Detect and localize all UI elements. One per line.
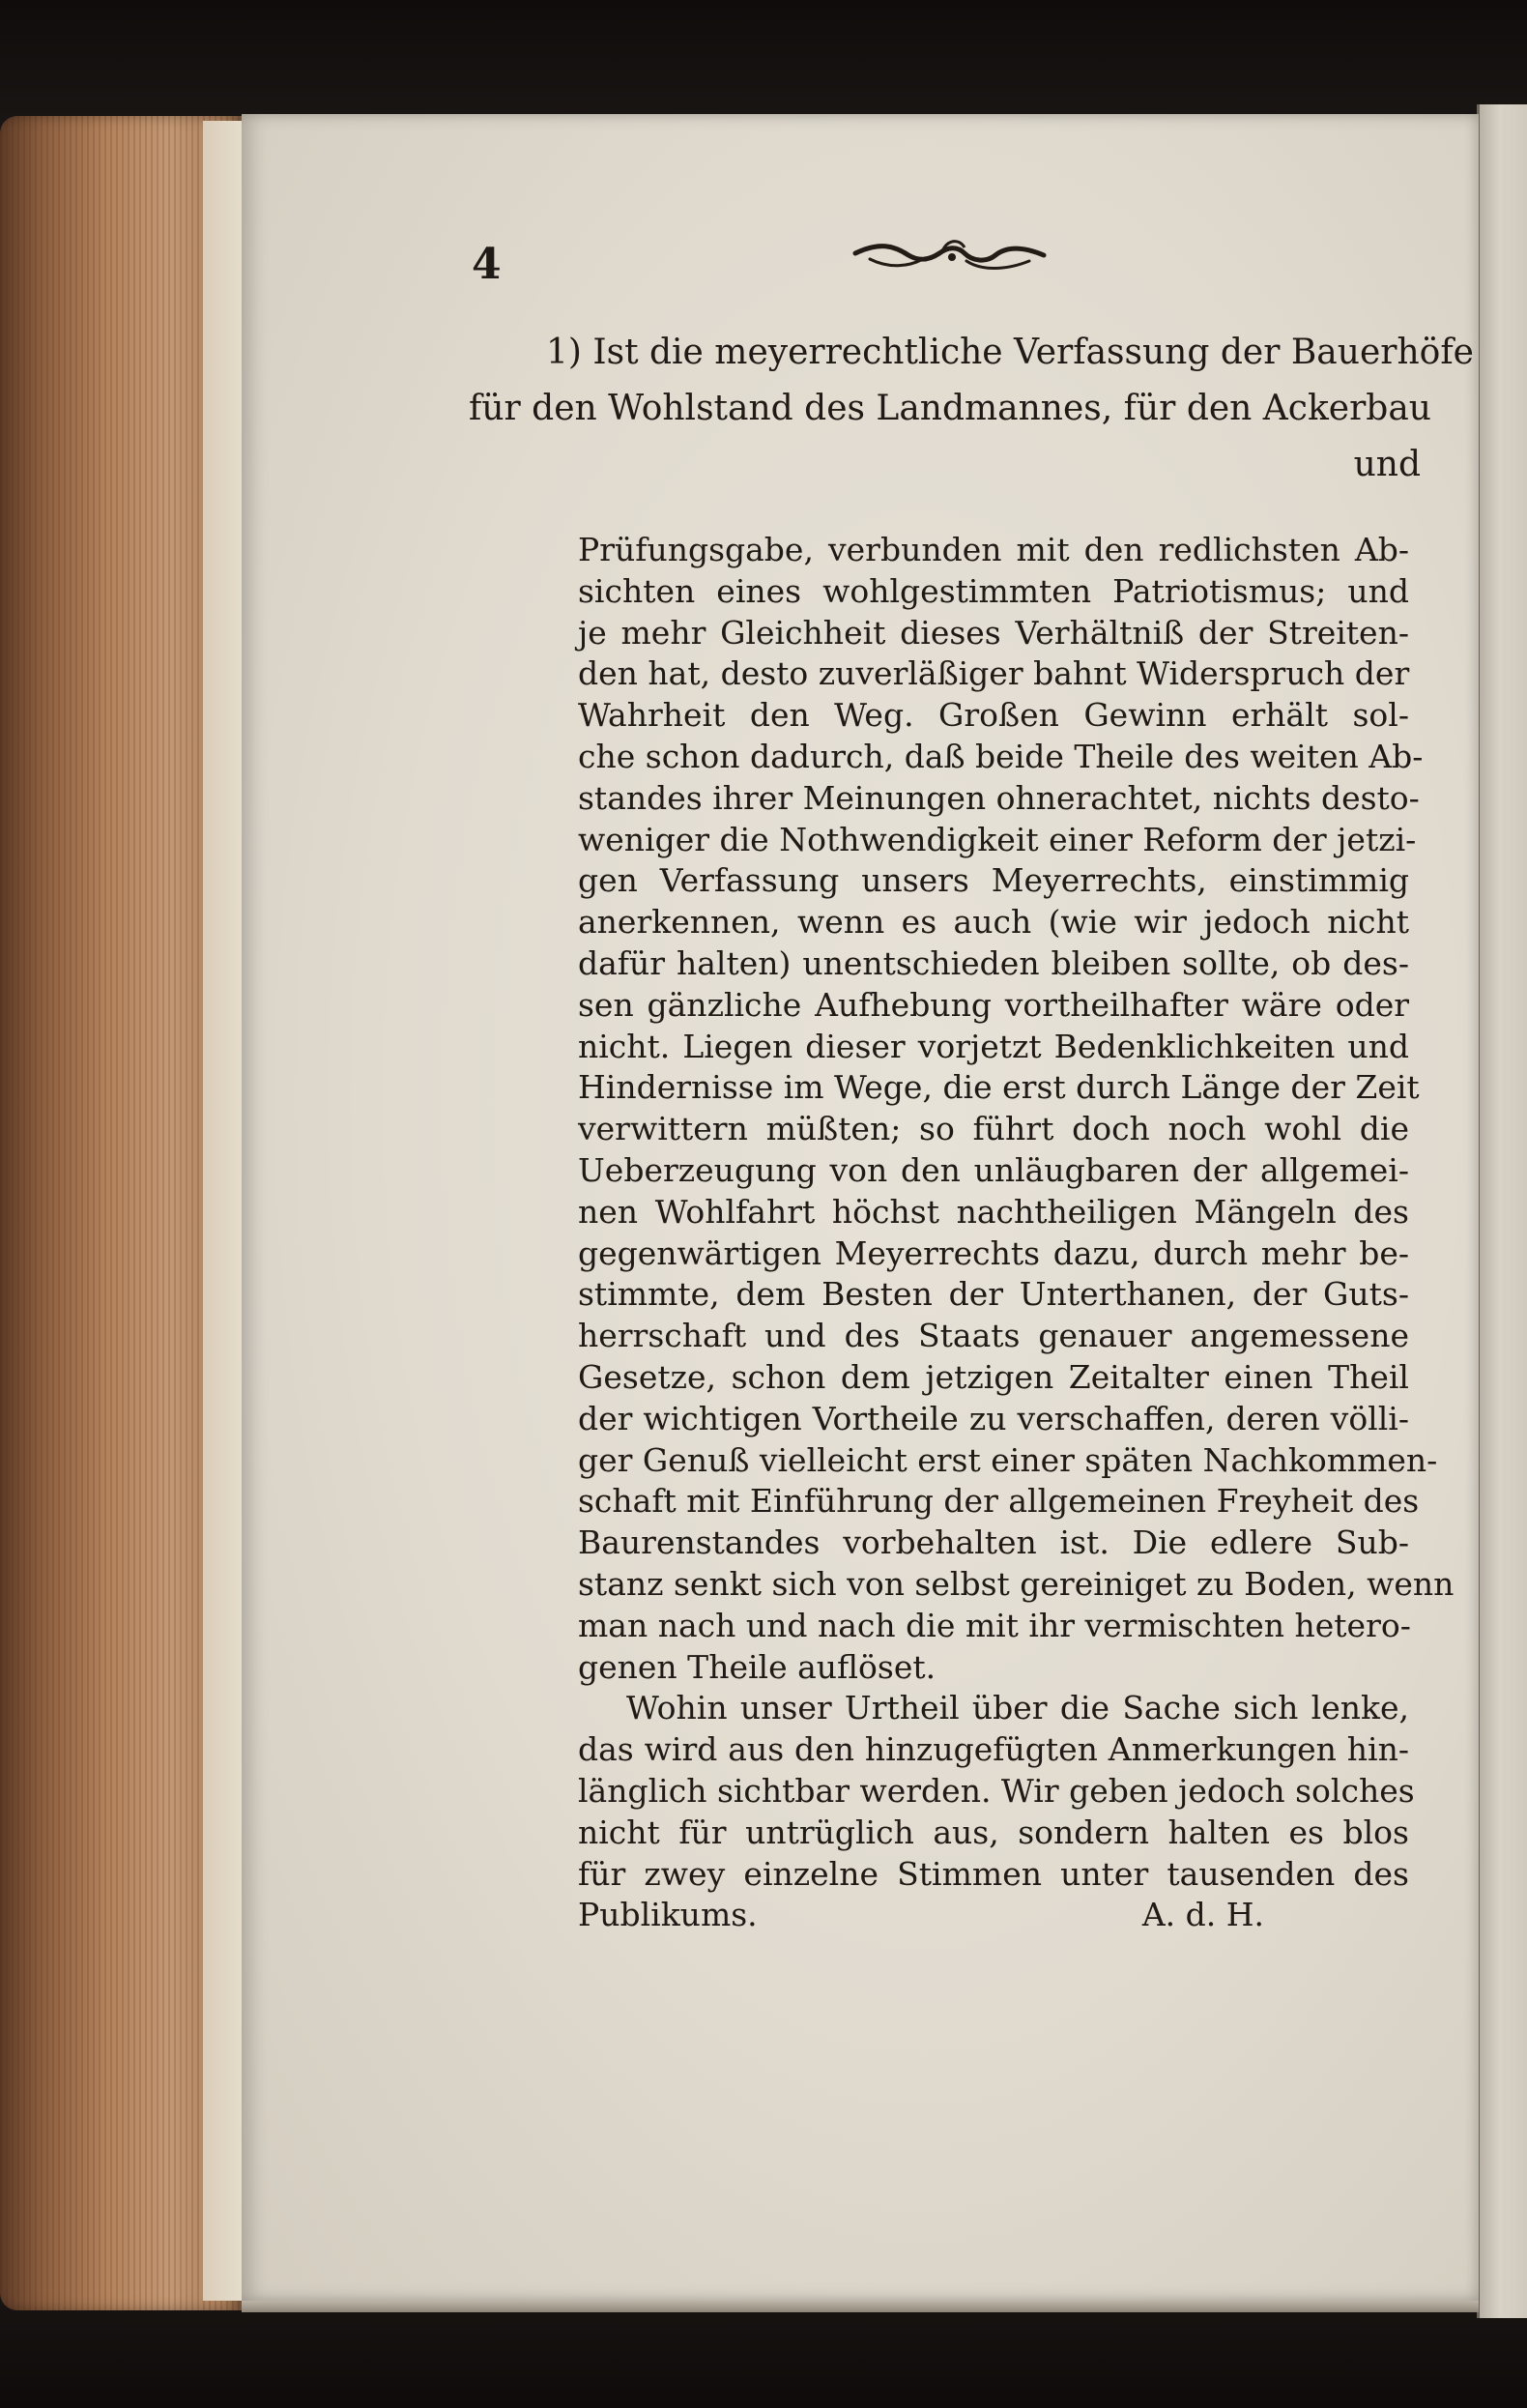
- text-line: der wichtigen Vortheile zu verschaffen, deren völli-: [578, 1399, 1409, 1437]
- page-number: 4: [472, 240, 502, 289]
- text-line: stanz senkt sich von selbst gereiniget zu Boden, wenn: [578, 1564, 1455, 1603]
- page-bottom-edge: [242, 2301, 1479, 2312]
- text-line: schaft mit Einführung der allgemeinen Freyheit des: [578, 1482, 1420, 1521]
- text-line: standes ihrer Meinungen ohnerachtet, nichts desto-: [578, 778, 1420, 817]
- text-line: Ueberzeugung von den unläugbaren der allgemei-: [578, 1150, 1409, 1189]
- text-line: anerkennen, wenn es auch (wie wir jedoch nicht: [578, 903, 1409, 942]
- footnote-heading-line: für den Wohlstand des Landmannes, für den Ackerbau: [469, 389, 1431, 428]
- text-line: stimmte, dem Besten der Unterthanen, der Guts-: [578, 1275, 1409, 1314]
- text-line: Gesetze, schon dem jetzigen Zeitalter einen Theil: [578, 1357, 1409, 1396]
- text-line: gegenwärtigen Meyerrechts dazu, durch mehr be-: [578, 1233, 1409, 1272]
- signature: A. d. H.: [1141, 1896, 1264, 1934]
- text-line: nicht für untrüglich aus, sondern halten es blos: [578, 1813, 1409, 1851]
- text-line: herrschaft und des Staats genauer angemessene: [578, 1317, 1409, 1355]
- footnote-heading-line: 1) Ist die meyerrechtliche Verfassung der Bauerhöfe: [546, 333, 1474, 372]
- footnote-heading-line: und: [1353, 445, 1421, 484]
- text-line: weniger die Nothwendigkeit einer Reform der jetzi-: [578, 820, 1417, 858]
- body-text: [578, 530, 1455, 1936]
- text-line: Prüfungsgabe, verbunden mit den redlichsten Ab-: [578, 531, 1409, 568]
- text-line: je mehr Gleichheit dieses Verhältniß der Streiten-: [578, 613, 1409, 652]
- text-line: gen Verfassung unsers Meyerrechts, einstimmig: [578, 861, 1409, 900]
- text-line: man nach und nach die mit ihr vermischten hetero-: [578, 1606, 1411, 1644]
- page-gutter: [203, 121, 242, 2301]
- text-line: den hat, desto zuverläßiger bahnt Widerspruch der: [578, 654, 1410, 693]
- text-line: che schon dadurch, daß beide Theile des weiten Ab-: [578, 737, 1424, 775]
- text-line: Wohin unser Urtheil über die Sache sich lenke,: [626, 1689, 1409, 1727]
- facing-page-edge: [1477, 104, 1527, 2318]
- text-line: Hindernisse im Wege, die erst durch Länge der Zeit: [578, 1068, 1420, 1107]
- footnote-heading: [469, 325, 1474, 493]
- closing-word: Publikums.: [578, 1896, 758, 1934]
- text-line: Wahrheit den Weg. Großen Gewinn erhält sol-: [578, 696, 1409, 735]
- text-line: sen gänzliche Aufhebung vortheilhafter wäre oder: [578, 985, 1409, 1024]
- text-line: ger Genuß vielleicht erst einer späten Nachkommen-: [578, 1440, 1438, 1479]
- text-line: nen Wohlfahrt höchst nachtheiligen Mängeln des: [578, 1192, 1409, 1231]
- closing-line: [578, 1895, 1409, 1936]
- text-line: dafür halten) unentschieden bleiben sollte, ob des-: [578, 943, 1409, 982]
- ornament-icon: [850, 232, 1053, 280]
- text-line: verwittern müßten; so führt doch noch wohl die: [578, 1110, 1409, 1148]
- text-line: sichten eines wohlgestimmten Patriotismus; und: [578, 571, 1409, 610]
- text-line: Baurenstandes vorbehalten ist. Die edlere Sub-: [578, 1523, 1409, 1562]
- text-line: nicht. Liegen dieser vorjetzt Bedenklichkeiten und: [578, 1027, 1409, 1065]
- text-line: für zwey einzelne Stimmen unter tausenden des: [578, 1854, 1409, 1893]
- text-line: das wird aus den hinzugefügten Anmerkungen hin-: [578, 1730, 1409, 1769]
- text-line: genen Theile auflöset.: [578, 1647, 936, 1686]
- text-line: länglich sichtbar werden. Wir geben jedoch solches: [578, 1771, 1415, 1810]
